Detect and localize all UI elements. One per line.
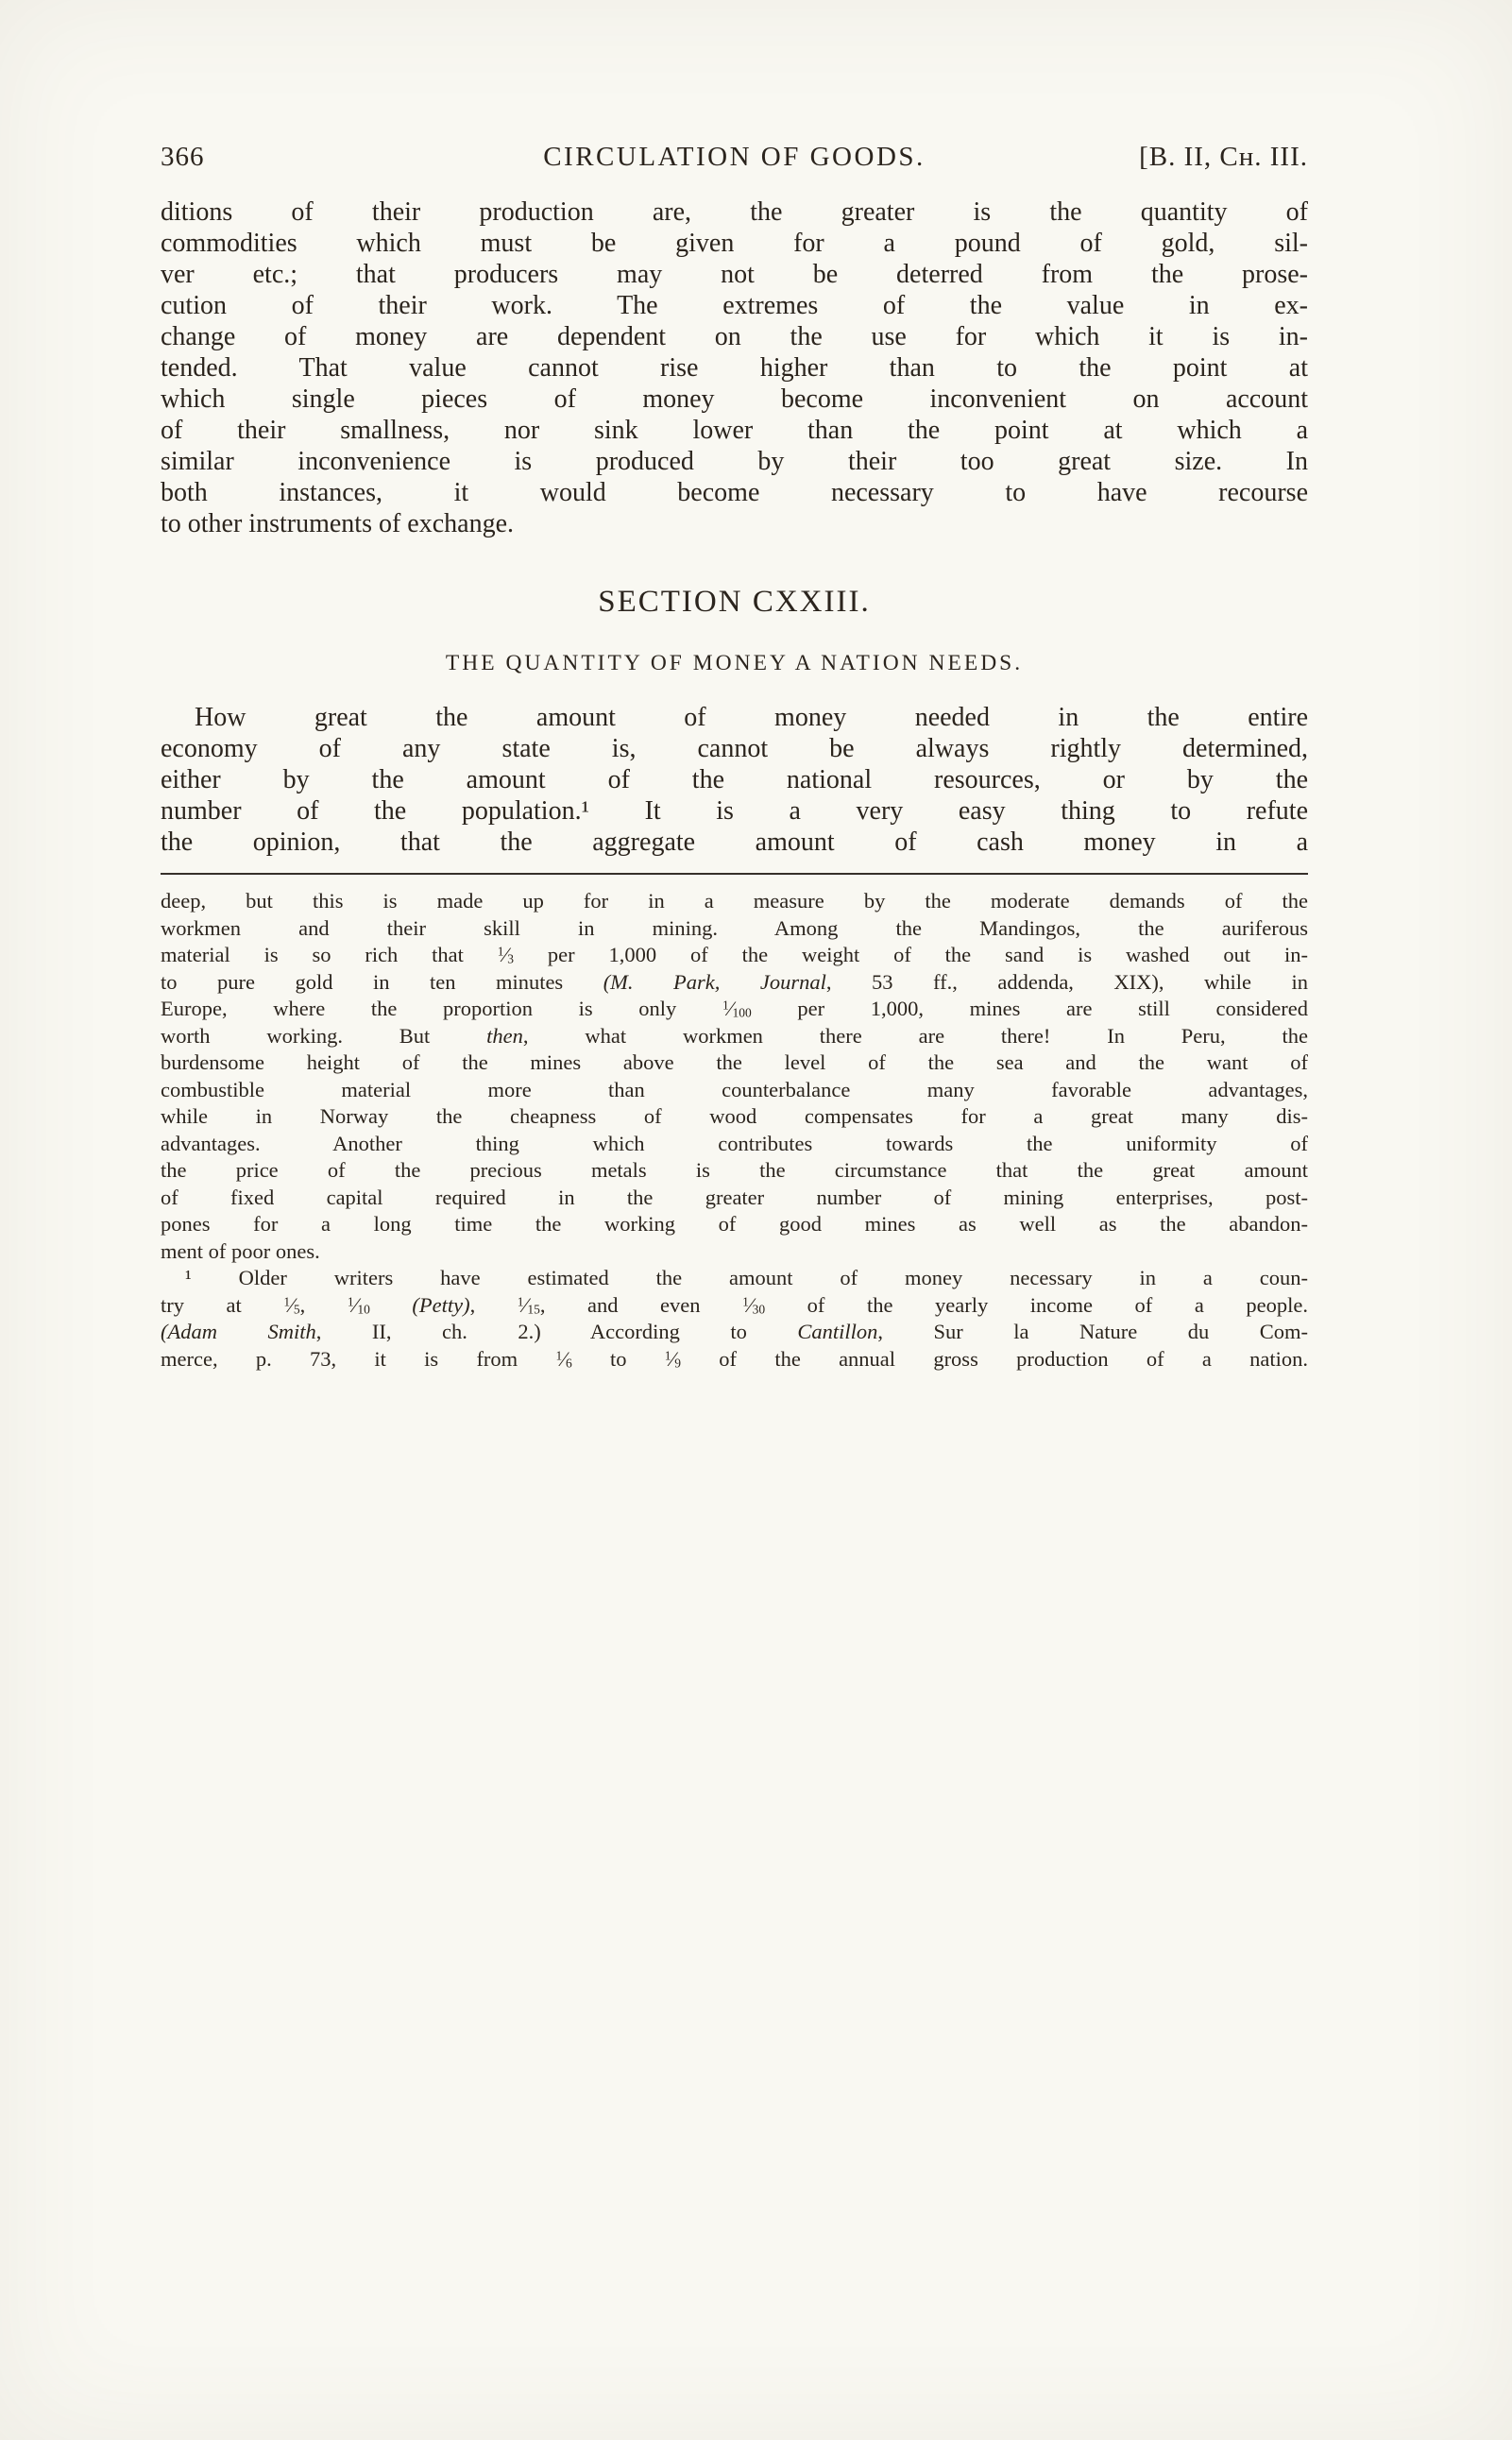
text-line: How great the amount of money needed in the entire [195,703,1308,732]
text-line: of their smallness, nor sink lower than the point at which a [161,416,1308,445]
section-subtitle: THE QUANTITY OF MONEY A NATION NEEDS. [445,651,1024,675]
text-line: cution of their work. The extremes of the value in ex- [161,291,1308,320]
text-line: tended. That value cannot rise higher than to the point at [161,353,1308,383]
section-heading: SECTION CXXIII. [598,585,871,619]
text-line: ditions of their production are, the greater is the quantity of [161,197,1308,227]
text-line: which single pieces of money become inconvenient on account [161,384,1308,414]
text-line: to pure gold in ten minutes (M. Park, Journal, 53 ff., addenda, XIX), while in [161,969,1309,994]
page-number: 366 [161,142,205,172]
text-line: merce, p. 73, it is from $^1⁄_6$ to $^1⁄_9$ of the annual gross production of a nation. [161,1346,1308,1371]
text-line: either by the amount of the national resources, or by the [161,765,1308,794]
text-line: material is so rich that $^1⁄_3$ per 1,000 of the weight of the sand is washed out in- [161,943,1308,966]
text-line: change of money are dependent on the use for which it is in- [161,322,1308,351]
text-line: number of the population.¹ It is a very easy thing to refute [161,796,1308,826]
text-line: of fixed capital required in the greater number of mining enterprises, post- [161,1185,1308,1209]
text-line: worth working. But then, what workmen there are there! In Peru, the [161,1023,1308,1048]
footnotes [161,888,1308,1373]
page-header [161,140,1308,174]
text-line: economy of any state is, cannot be always rightly determined, [161,734,1308,763]
text-column [161,140,1308,1373]
text-line: commodities which must be given for a pound of gold, sil- [161,229,1308,258]
text-line: workmen and their skill in mining. Among the Mandingos, the auriferous [161,915,1308,940]
text-line: to other instruments of exchange. [161,509,515,538]
text-line: ver etc.; that producers may not be deterred from the prose- [161,260,1308,289]
text-line: deep, but this is made up for in a measure by the moderate demands of the [161,889,1308,913]
footnote-separator-rule [161,873,1308,875]
footnote-1 [161,1265,1308,1373]
footnote-continuation [161,888,1308,1265]
text-line: while in Norway the cheapness of wood compensates for a great many dis- [161,1104,1308,1128]
text-line: both instances, it would become necessary to have recourse [161,478,1308,507]
text-line: ¹ Older writers have estimated the amount of money necessary in a coun- [185,1266,1308,1289]
text-line: try at $^1⁄_5$, $^1⁄_{10}$ (Petty), $^1⁄_{15}$, and even $^1⁄_{30}$ of the yearly income of a people. [161,1292,1309,1317]
text-line: burdensome height of the mines above the level of the sea and the want of [161,1050,1308,1074]
running-title: CIRCULATION OF GOODS. [543,142,926,172]
text-line: Europe, where the proportion is only $^1⁄_{100}$ per 1,000, mines are still considered [161,997,1308,1020]
text-line: combustible material more than counterbalance many favorable advantages, [161,1077,1308,1101]
text-line: advantages. Another thing which contributes towards the uniformity of [161,1131,1308,1155]
text-line: (Adam Smith, II, ch. 2.) According to Cantillon, Sur la Nature du Com- [161,1320,1308,1343]
section-opening-paragraph [161,702,1308,858]
main-text [161,196,1308,858]
text-line: ment of poor ones. [161,1238,320,1263]
text-line: similar inconvenience is produced by their too great size. In [161,447,1308,476]
text-line: pones for a long time the working of good mines as well as the abandon- [161,1212,1308,1236]
book-chapter-ref: [B. II, Cʜ. III. [1139,142,1308,172]
text-line: the opinion, that the aggregate amount of cash money in a [161,828,1308,857]
text-line: the price of the precious metals is the circumstance that the great amount [161,1158,1308,1182]
continued-paragraph [161,196,1308,539]
